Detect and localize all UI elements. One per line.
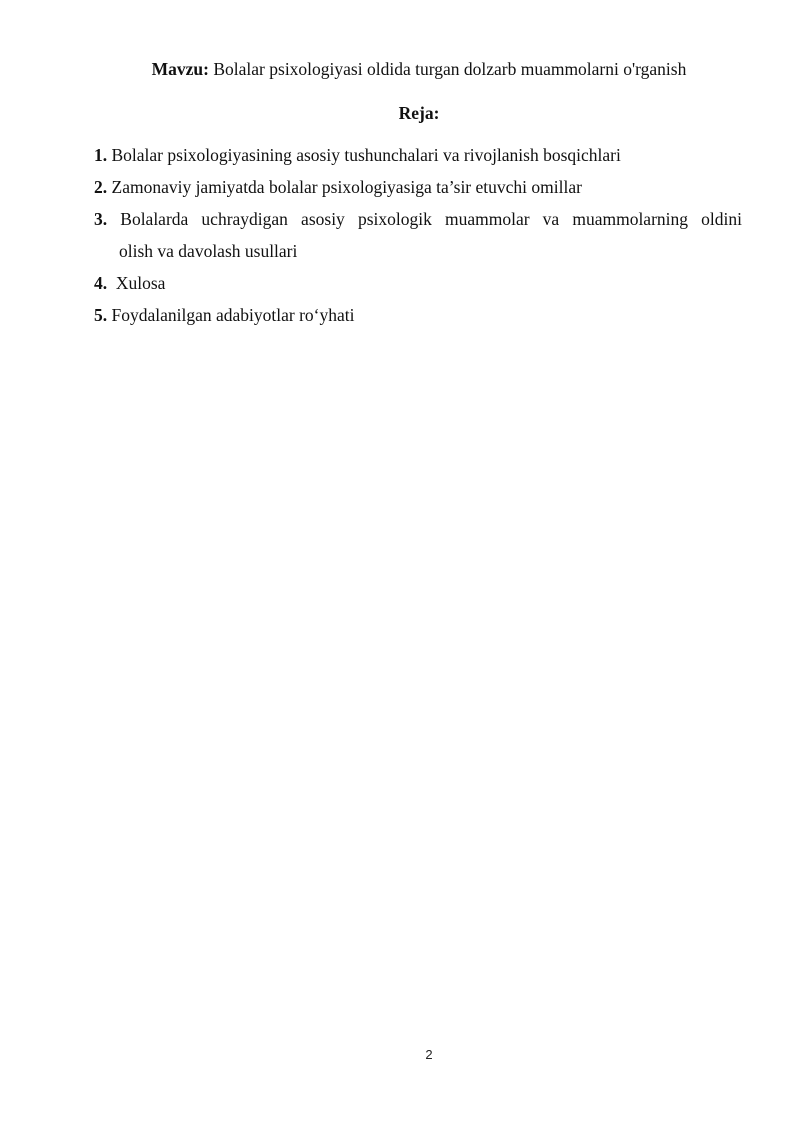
topic-label: Mavzu: bbox=[151, 59, 209, 79]
plan-item bbox=[94, 144, 742, 166]
plan-item-number: 5. bbox=[94, 305, 108, 325]
plan-item-text: Bolalarda uchraydigan asosiy psixologik muammolar va muammolarning oldini bbox=[120, 209, 742, 229]
plan-item-text: Xulosa bbox=[115, 273, 166, 293]
plan-item bbox=[94, 176, 742, 198]
plan-item-line1 bbox=[94, 208, 742, 230]
plan-item-number: 1. bbox=[94, 145, 108, 165]
plan-item-number: 2. bbox=[94, 177, 108, 197]
plan-item-number: 3. bbox=[94, 209, 108, 229]
plan-item-text: Foydalanilgan adabiyotlar ro‘yhati bbox=[111, 305, 355, 325]
plan-item-text: Bolalar psixologiyasining asosiy tushunchalari va rivojlanish bosqichlari bbox=[111, 145, 621, 165]
page-number: 2 bbox=[425, 1047, 433, 1062]
plan-item bbox=[94, 208, 742, 262]
plan-item bbox=[94, 304, 742, 326]
plan-item-number: 4. bbox=[94, 273, 108, 293]
topic-line bbox=[0, 58, 800, 80]
plan-item-text: Zamonaviy jamiyatda bolalar psixologiyasiga ta’sir etuvchi omillar bbox=[111, 177, 582, 197]
plan-list bbox=[94, 144, 742, 336]
plan-item bbox=[94, 272, 742, 294]
topic-text: Bolalar psixologiyasi oldida turgan dolzarb muammolarni o'rganish bbox=[213, 59, 687, 79]
plan-item-text-continuation: olish va davolash usullari bbox=[119, 241, 298, 261]
plan-heading: Reja: bbox=[398, 103, 440, 123]
